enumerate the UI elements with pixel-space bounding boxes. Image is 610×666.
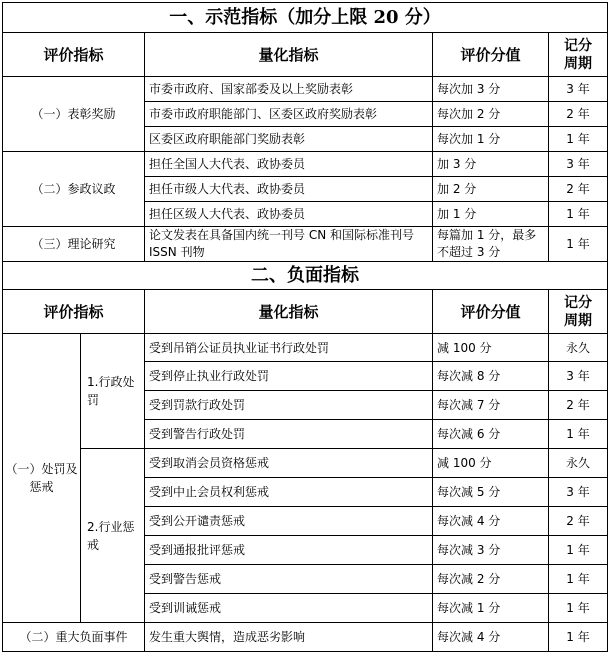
quant-cell: 区委区政府职能部门奖励表彰 — [145, 127, 433, 152]
quant-cell: 市委市政府职能部门、区委区政府奖励表彰 — [145, 102, 433, 127]
score-cell: 减 100 分 — [433, 334, 549, 362]
category-penalties: （一）处罚及惩戒 — [3, 334, 81, 623]
quant-cell: 受到通报批评惩戒 — [145, 536, 433, 565]
header-criteria: 评价指标 — [3, 33, 145, 77]
quant-cell: 担任区级人大代表、政协委员 — [145, 202, 433, 227]
header-period-line1: 记分 — [564, 294, 592, 311]
period-cell: 1 年 — [549, 127, 608, 152]
subcategory-industry-discipline: 2.行业惩戒 — [81, 449, 145, 623]
score-cell: 每次减 4 分 — [433, 623, 549, 652]
period-cell: 1 年 — [549, 420, 608, 449]
score-cell: 每次加 1 分 — [433, 127, 549, 152]
score-cell: 每次加 3 分 — [433, 77, 549, 102]
quant-cell: 受到警告惩戒 — [145, 565, 433, 594]
header-period-line2: 周期 — [564, 312, 592, 329]
header-score: 评价分值 — [433, 33, 549, 77]
group-politics: （二）参政议政 — [3, 152, 145, 227]
score-cell: 加 2 分 — [433, 177, 549, 202]
quant-cell: 担任全国人大代表、政协委员 — [145, 152, 433, 177]
score-cell: 每次减 4 分 — [433, 507, 549, 536]
section1-title: 一、示范指标（加分上限 20 分） — [3, 3, 608, 33]
group-research: （三）理论研究 — [3, 227, 145, 262]
score-cell: 每次减 3 分 — [433, 536, 549, 565]
quant-cell: 发生重大舆情，造成恶劣影响 — [145, 623, 433, 652]
score-cell: 加 3 分 — [433, 152, 549, 177]
quant-cell: 受到吊销公证员执业证书行政处罚 — [145, 334, 433, 362]
header-criteria: 评价指标 — [3, 290, 145, 334]
score-cell: 每次加 2 分 — [433, 102, 549, 127]
score-cell: 每次减 7 分 — [433, 391, 549, 420]
header-period-line2: 周期 — [564, 55, 592, 72]
quant-cell: 受到公开谴责惩戒 — [145, 507, 433, 536]
header-score: 评价分值 — [433, 290, 549, 334]
period-cell: 3 年 — [549, 77, 608, 102]
period-cell: 永久 — [549, 334, 608, 362]
score-cell: 每次减 1 分 — [433, 594, 549, 623]
period-cell: 2 年 — [549, 102, 608, 127]
period-cell: 2 年 — [549, 507, 608, 536]
quant-cell: 担任市级人大代表、政协委员 — [145, 177, 433, 202]
period-cell: 3 年 — [549, 478, 608, 507]
section2-title: 二、负面指标 — [3, 262, 608, 290]
quant-cell: 受到停止执业行政处罚 — [145, 362, 433, 391]
header-quant: 量化指标 — [145, 33, 433, 77]
quant-cell: 受到罚款行政处罚 — [145, 391, 433, 420]
header-period — [549, 33, 608, 77]
period-cell: 1 年 — [549, 565, 608, 594]
period-cell: 永久 — [549, 449, 608, 478]
period-cell: 2 年 — [549, 391, 608, 420]
score-cell: 每次减 5 分 — [433, 478, 549, 507]
period-cell: 3 年 — [549, 152, 608, 177]
score-cell: 每篇加 1 分，最多不超过 3 分 — [433, 227, 549, 262]
quant-cell: 市委市政府、国家部委及以上奖励表彰 — [145, 77, 433, 102]
score-cell: 每次减 2 分 — [433, 565, 549, 594]
header-period-line1: 记分 — [564, 37, 592, 54]
score-cell: 加 1 分 — [433, 202, 549, 227]
period-cell: 1 年 — [549, 202, 608, 227]
quant-cell: 受到训诫惩戒 — [145, 594, 433, 623]
period-cell: 1 年 — [549, 227, 608, 262]
period-cell: 3 年 — [549, 362, 608, 391]
period-cell: 1 年 — [549, 536, 608, 565]
group-awards: （一）表彰奖励 — [3, 77, 145, 152]
period-cell: 1 年 — [549, 623, 608, 652]
score-cell: 减 100 分 — [433, 449, 549, 478]
category-major-negative-event: （二）重大负面事件 — [3, 623, 145, 652]
header-quant: 量化指标 — [145, 290, 433, 334]
score-cell: 每次减 8 分 — [433, 362, 549, 391]
quant-cell: 论文发表在具备国内统一刊号 CN 和国际标准刊号 ISSN 刊物 — [145, 227, 433, 262]
score-cell: 每次减 6 分 — [433, 420, 549, 449]
period-cell: 2 年 — [549, 177, 608, 202]
period-cell: 1 年 — [549, 594, 608, 623]
evaluation-table — [2, 2, 608, 652]
quant-cell: 受到中止会员权利惩戒 — [145, 478, 433, 507]
quant-cell: 受到警告行政处罚 — [145, 420, 433, 449]
quant-cell: 受到取消会员资格惩戒 — [145, 449, 433, 478]
subcategory-admin-penalty: 1.行政处罚 — [81, 334, 145, 449]
header-period — [549, 290, 608, 334]
